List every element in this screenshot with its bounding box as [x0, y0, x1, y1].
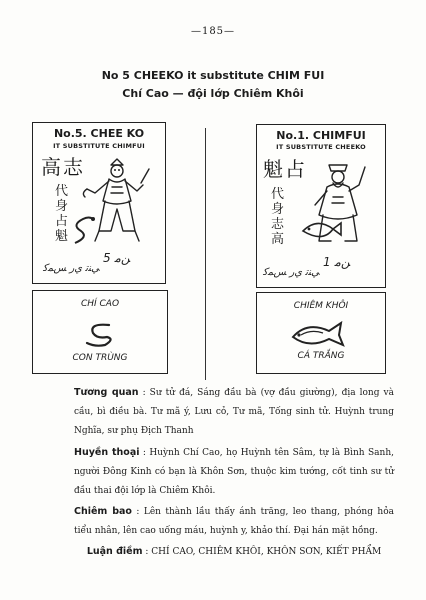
section-huyen-thoai [74, 443, 394, 501]
section-huyen-thoai-text: : Huỳnh Chí Cao, họ Huỳnh tên Sâm, tự là Bình Sanh, người Đông Kinh có bạn là Khôn Sơn, thuộc kim tướng, cốt tinh sư tử đầu thai đội lớp là Chiêm Khôi. [74, 448, 394, 496]
card-chimfui-char-3: 志 [271, 217, 285, 232]
card-cheeko-char-1: 代 [55, 184, 69, 199]
card-chimfui [256, 124, 386, 288]
card-cheeko-subheading: IT SUBSTITUTE CHIMFUI [53, 142, 145, 150]
page-number: —185— [190, 26, 236, 37]
section-huyen-thoai-label: Huyền thoại [74, 447, 140, 458]
card-cheeko-snake-illustration [69, 213, 97, 247]
card-cheeko [32, 122, 166, 284]
card-cheeko-char-4: 魁 [55, 229, 69, 244]
page-title: No 5 CHEEKO it substitute CHIM FUI [101, 69, 325, 82]
section-luan-diem-text: : CHÍ CAO, CHIÊM KHÔI, KHÔN SƠN, KIẾT PHẨM [145, 547, 382, 557]
card-chimfui-heading: No.1. CHIMFUI [276, 129, 366, 142]
worm-icon [83, 321, 117, 347]
card-cheeko-char-3: 占 [55, 214, 69, 229]
section-luan-diem [74, 543, 394, 561]
label-box-chi-cao-top: CHÍ CAO [80, 299, 120, 309]
section-tuong-quan [74, 383, 394, 441]
label-box-chiem-khoi-top: CHIÊM KHÔI [293, 301, 349, 311]
card-chimfui-chars-top: 魁占 [263, 157, 307, 181]
card-chimfui-char-1: 代 [271, 187, 285, 202]
label-box-chiem-khoi [256, 292, 386, 374]
card-cheeko-script: 5 ﻦﻣ [103, 251, 131, 265]
card-chimfui-figure-illustration [299, 157, 377, 253]
card-cheeko-script-sub: ﻲﻨﺗ ﻱﺭ ﺲﻤﻛ [43, 263, 100, 274]
card-cheeko-char-2: 身 [55, 199, 69, 214]
card-cheeko-chars-top: 高志 [41, 155, 85, 179]
column-divider [205, 128, 206, 380]
card-chimfui-script-sub: ﻲﻨﺗ ﻱﺭ ﺲﻤﻛ [263, 267, 320, 278]
card-chimfui-char-2: 身 [271, 202, 285, 217]
section-chiem-bao [74, 502, 394, 541]
card-chimfui-subheading: IT SUBSTITUTE CHEEKO [276, 143, 366, 151]
section-tuong-quan-label: Tương quan [74, 387, 139, 398]
label-box-chi-cao [32, 290, 168, 374]
section-chiem-bao-label: Chiêm bao [74, 506, 132, 517]
section-tuong-quan-text: : Sư tử đá, Sáng đầu bà (vợ đầu giường), địa long và cầu, bì điều bà. Tư mã ý, Lưu cỏ, Tư mã, Tống sinh tử. Huỳnh trung Nghĩa, sư phụ Địch Thanh [74, 388, 394, 436]
section-luan-diem-label: Luận điềm [86, 546, 143, 557]
page-subtitle: Chí Cao — đội lớp Chiêm Khôi [122, 87, 304, 100]
section-chiem-bao-text: : Lên thành lầu thấy ánh trăng, leo thang, phóng hỏa tiểu nhân, lên cao uống máu, huỳnh y, khảo thí. Đại hán mặt hồng. [74, 507, 394, 536]
card-chimfui-script: 1 ﻦﻣ [323, 255, 351, 269]
label-box-chiem-khoi-bottom: CÁ TRẮNG [297, 351, 345, 361]
card-cheeko-heading: No.5. CHEE KO [53, 127, 145, 140]
label-box-chi-cao-bottom: CON TRÙNG [72, 353, 128, 363]
card-chimfui-char-4: 高 [271, 232, 285, 247]
fish-icon [287, 321, 351, 347]
